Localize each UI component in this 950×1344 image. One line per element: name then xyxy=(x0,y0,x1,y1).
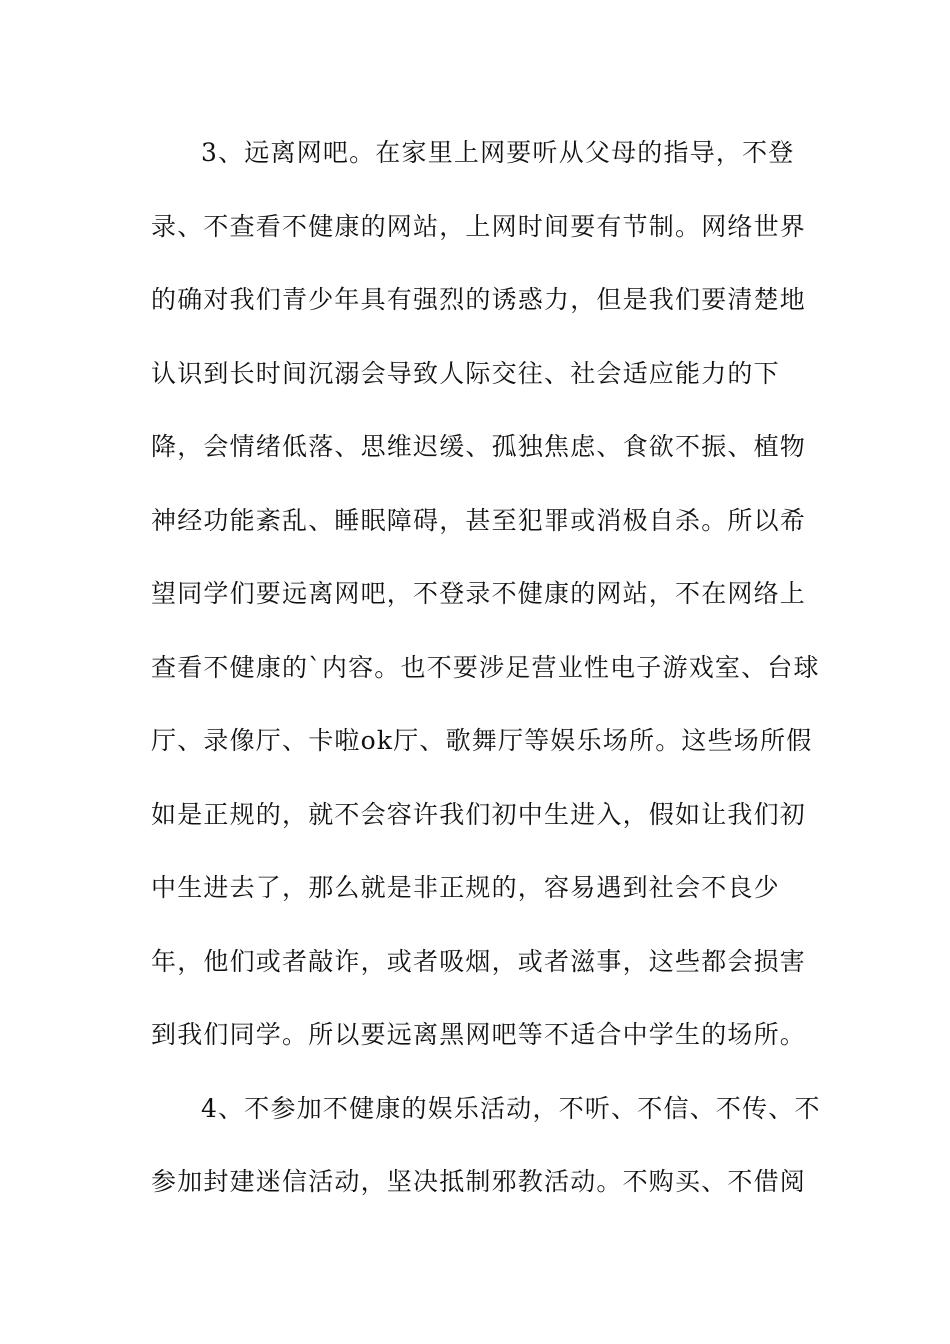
body-text xyxy=(151,128,821,1231)
paragraph-3-line: 到我们同学。所以要远离黑网吧等不适合中学生的场所。 xyxy=(151,1020,807,1049)
paragraph-3-line: 中生进去了，那么就是非正规的，容易遇到社会不良少 xyxy=(151,873,780,902)
paragraph-3-line: 录、不查看不健康的网站，上网时间要有节制。网络世界 xyxy=(151,211,807,241)
paragraph-3-line: 望同学们要远离网吧，不登录不健康的网站，不在网络上 xyxy=(151,579,807,608)
paragraph-3-line: 如是正规的，就不会容许我们初中生进入，假如让我们初 xyxy=(151,799,807,829)
paragraph-3-line: 3、远离网吧。在家里上网要听从父母的指导，不登 xyxy=(201,138,795,167)
paragraph-3-line: 认识到长时间沉溺会导致人际交往、社会适应能力的下 xyxy=(151,358,780,388)
paragraph-3-line: 神经功能紊乱、睡眠障碍，甚至犯罪或消极自杀。所以希 xyxy=(151,505,807,535)
paragraph-4-line: 参加封建迷信活动，坚决抵制邪教活动。不购买、不借阅 xyxy=(151,1167,807,1196)
paragraph-3-line: 查看不健康的`内容。也不要涉足营业性电子游戏室、台球 xyxy=(151,652,820,682)
paragraph-4-line: 4、不参加不健康的娱乐活动，不听、不信、不传、不 xyxy=(201,1093,821,1123)
paragraph-3-line: 厅、录像厅、卡啦ok厅、歌舞厅等娱乐场所。这些场所假 xyxy=(151,726,813,755)
paragraph-3-line: 年，他们或者敲诈，或者吸烟，或者滋事，这些都会损害 xyxy=(151,946,807,976)
paragraph-3-line: 降，会情绪低落、思维迟缓、孤独焦虑、食欲不振、植物 xyxy=(151,432,807,461)
paragraph-3-line: 的确对我们青少年具有强烈的诱惑力，但是我们要清楚地 xyxy=(151,285,807,314)
